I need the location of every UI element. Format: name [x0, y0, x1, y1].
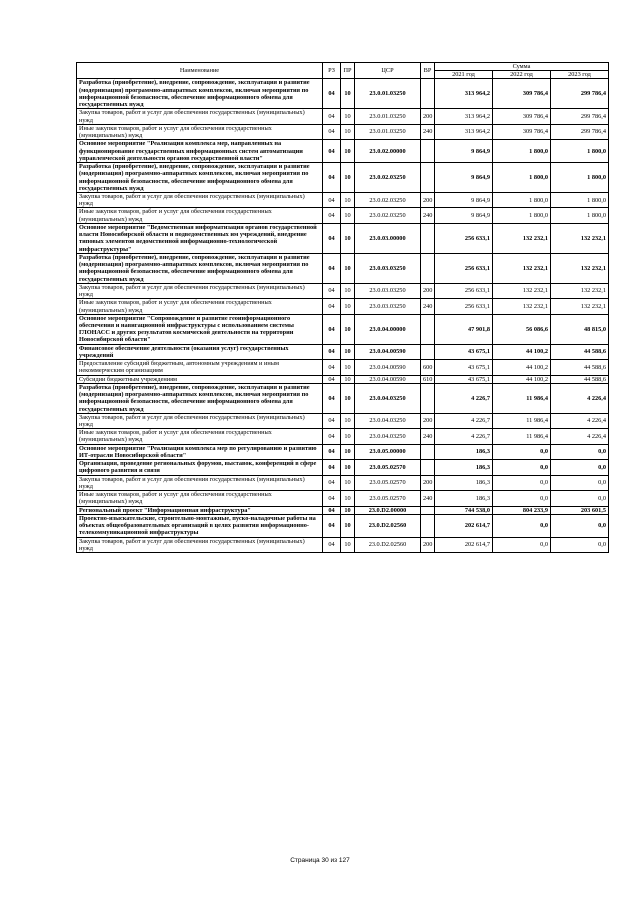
cell-rz: 04 [323, 79, 341, 109]
cell-pr: 10 [341, 506, 355, 514]
cell-sum-2023: 1 800,0 [551, 140, 609, 163]
cell-rz: 04 [323, 475, 341, 490]
cell-sum-2023: 299 786,4 [551, 109, 609, 124]
table-row [77, 314, 609, 344]
cell-csr: 23.0.02.03250 [355, 163, 421, 193]
cell-sum-2022: 0,0 [493, 514, 551, 537]
cell-sum-2022: 0,0 [493, 491, 551, 506]
cell-pr: 10 [341, 79, 355, 109]
cell-sum-2022: 132 232,1 [493, 283, 551, 298]
budget-table [76, 62, 609, 553]
cell-vr [421, 253, 435, 283]
cell-sum-2023: 132 232,1 [551, 253, 609, 283]
table-row [77, 253, 609, 283]
cell-rz: 04 [323, 514, 341, 537]
cell-sum-2023: 299 786,4 [551, 124, 609, 139]
cell-sum-2023: 0,0 [551, 444, 609, 459]
cell-csr: 23.0.01.03250 [355, 79, 421, 109]
cell-pr: 10 [341, 514, 355, 537]
cell-name: Основное мероприятие "Сопровождение и развитие геоинформационного обеспечения и навигационной инфраструктуры с использованием системы ГЛОНАСС и других результатов космической деятельности на территории Новосибирской области" [77, 314, 323, 344]
cell-sum-2022: 1 800,0 [493, 163, 551, 193]
cell-rz: 04 [323, 375, 341, 383]
cell-rz: 04 [323, 460, 341, 475]
cell-rz: 04 [323, 283, 341, 298]
cell-sum-2022: 1 800,0 [493, 192, 551, 207]
cell-sum-2021: 313 964,2 [435, 109, 493, 124]
table-row [77, 444, 609, 459]
cell-vr [421, 514, 435, 537]
cell-rz: 04 [323, 429, 341, 444]
cell-sum-2021: 202 614,7 [435, 514, 493, 537]
cell-csr: 23.0.D2.02560 [355, 514, 421, 537]
cell-sum-2022: 0,0 [493, 537, 551, 552]
cell-name: Проектно-изыскательские, строительно-монтажные, пуско-наладочные работы на объектах общеобразовательных организаций в целях развития информационно-телекоммуникационной инфраструктуры [77, 514, 323, 537]
col-header-year-2021: 2021 год [435, 71, 493, 79]
cell-sum-2022: 44 100,2 [493, 375, 551, 383]
cell-pr: 10 [341, 413, 355, 428]
cell-vr: 200 [421, 109, 435, 124]
cell-vr [421, 314, 435, 344]
cell-sum-2022: 132 232,1 [493, 299, 551, 314]
cell-name: Иные закупки товаров, работ и услуг для обеспечения государственных (муниципальных) нужд [77, 491, 323, 506]
cell-sum-2022: 804 233,9 [493, 506, 551, 514]
table-row [77, 537, 609, 552]
cell-rz: 04 [323, 537, 341, 552]
cell-sum-2022: 0,0 [493, 475, 551, 490]
table-row [77, 140, 609, 163]
cell-vr: 600 [421, 360, 435, 375]
table-row [77, 344, 609, 359]
cell-pr: 10 [341, 375, 355, 383]
table-row [77, 413, 609, 428]
cell-csr: 23.0.05.02570 [355, 475, 421, 490]
table-row [77, 299, 609, 314]
cell-csr: 23.0.04.03250 [355, 413, 421, 428]
cell-sum-2023: 1 800,0 [551, 208, 609, 223]
cell-rz: 04 [323, 383, 341, 413]
table-body [77, 79, 609, 553]
cell-pr: 10 [341, 208, 355, 223]
cell-sum-2021: 4 226,7 [435, 413, 493, 428]
cell-sum-2021: 744 538,0 [435, 506, 493, 514]
cell-pr: 10 [341, 223, 355, 253]
cell-vr [421, 163, 435, 193]
cell-csr: 23.0.04.00590 [355, 360, 421, 375]
cell-sum-2022: 1 800,0 [493, 140, 551, 163]
cell-sum-2021: 4 226,7 [435, 429, 493, 444]
cell-csr: 23.0.01.03250 [355, 124, 421, 139]
cell-sum-2022: 132 232,1 [493, 223, 551, 253]
cell-vr: 200 [421, 475, 435, 490]
cell-csr: 23.0.02.00000 [355, 140, 421, 163]
cell-pr: 10 [341, 124, 355, 139]
table-row [77, 475, 609, 490]
table-row [77, 163, 609, 193]
cell-rz: 04 [323, 208, 341, 223]
cell-sum-2022: 1 800,0 [493, 208, 551, 223]
cell-vr [421, 444, 435, 459]
cell-pr: 10 [341, 383, 355, 413]
cell-csr: 23.0.03.00000 [355, 223, 421, 253]
cell-name: Закупка товаров, работ и услуг для обеспечения государственных (муниципальных) нужд [77, 413, 323, 428]
cell-sum-2023: 44 588,6 [551, 344, 609, 359]
cell-sum-2021: 43 675,1 [435, 344, 493, 359]
cell-pr: 10 [341, 109, 355, 124]
cell-pr: 10 [341, 429, 355, 444]
cell-sum-2021: 186,3 [435, 444, 493, 459]
cell-sum-2021: 186,3 [435, 475, 493, 490]
cell-pr: 10 [341, 253, 355, 283]
cell-csr: 23.0.04.03250 [355, 383, 421, 413]
cell-csr: 23.0.02.03250 [355, 208, 421, 223]
cell-rz: 04 [323, 491, 341, 506]
cell-sum-2021: 9 864,9 [435, 208, 493, 223]
cell-name: Основное мероприятие "Реализация комплекса мер, направленных на функционирование государственных информационных систем автоматизации управленческой деятельности органов государственной власти" [77, 140, 323, 163]
cell-sum-2023: 4 226,4 [551, 383, 609, 413]
cell-vr [421, 223, 435, 253]
cell-name: Разработка (приобретение), внедрение, сопровождение, эксплуатация и развитие (модернизация) программно-аппаратных комплексов, включая мероприятия по информационной безопасности, обеспечение информационного обмена для государственных нужд [77, 383, 323, 413]
cell-sum-2023: 0,0 [551, 514, 609, 537]
table-row [77, 283, 609, 298]
cell-name: Разработка (приобретение), внедрение, сопровождение, эксплуатация и развитие (модернизация) программно-аппаратных комплексов, включая мероприятия по информационной безопасности, обеспечение информационного обмена для государственных нужд [77, 79, 323, 109]
cell-sum-2021: 256 633,1 [435, 223, 493, 253]
cell-rz: 04 [323, 163, 341, 193]
cell-sum-2022: 44 100,2 [493, 360, 551, 375]
cell-sum-2022: 132 232,1 [493, 253, 551, 283]
cell-sum-2021: 202 614,7 [435, 537, 493, 552]
table-row [77, 506, 609, 514]
cell-sum-2023: 1 800,0 [551, 192, 609, 207]
col-header-vr: ВР [421, 63, 435, 79]
cell-pr: 10 [341, 344, 355, 359]
cell-pr: 10 [341, 444, 355, 459]
cell-sum-2023: 132 232,1 [551, 299, 609, 314]
cell-sum-2023: 132 232,1 [551, 283, 609, 298]
cell-vr [421, 506, 435, 514]
table-row [77, 383, 609, 413]
cell-rz: 04 [323, 109, 341, 124]
cell-sum-2023: 0,0 [551, 491, 609, 506]
table-row [77, 79, 609, 109]
cell-vr [421, 460, 435, 475]
cell-csr: 23.0.04.00590 [355, 375, 421, 383]
cell-vr: 200 [421, 537, 435, 552]
cell-vr: 200 [421, 413, 435, 428]
cell-name: Разработка (приобретение), внедрение, сопровождение, эксплуатация и развитие (модернизация) программно-аппаратных комплексов, включая мероприятия по информационной безопасности, обеспечение информационного обмена для государственных нужд [77, 163, 323, 193]
cell-sum-2022: 309 786,4 [493, 124, 551, 139]
cell-sum-2021: 43 675,1 [435, 360, 493, 375]
cell-vr: 200 [421, 283, 435, 298]
col-header-year-2022: 2022 год [493, 71, 551, 79]
cell-rz: 04 [323, 253, 341, 283]
cell-sum-2023: 4 226,4 [551, 429, 609, 444]
cell-pr: 10 [341, 163, 355, 193]
cell-name: Иные закупки товаров, работ и услуг для обеспечения государственных (муниципальных) нужд [77, 124, 323, 139]
cell-name: Закупка товаров, работ и услуг для обеспечения государственных (муниципальных) нужд [77, 475, 323, 490]
cell-rz: 04 [323, 360, 341, 375]
cell-csr: 23.0.03.03250 [355, 283, 421, 298]
col-header-rz: РЗ [323, 63, 341, 79]
table-row [77, 192, 609, 207]
cell-pr: 10 [341, 491, 355, 506]
table-row [77, 429, 609, 444]
cell-csr: 23.0.04.00000 [355, 314, 421, 344]
cell-sum-2021: 256 633,1 [435, 299, 493, 314]
table-row [77, 460, 609, 475]
cell-sum-2022: 44 100,2 [493, 344, 551, 359]
cell-vr: 240 [421, 124, 435, 139]
page-number: Страница 30 из 127 [290, 857, 350, 864]
cell-name: Закупка товаров, работ и услуг для обеспечения государственных (муниципальных) нужд [77, 283, 323, 298]
cell-rz: 04 [323, 299, 341, 314]
col-header-sums: Сумма [435, 63, 609, 71]
table-row [77, 360, 609, 375]
table-row [77, 491, 609, 506]
cell-sum-2022: 56 086,6 [493, 314, 551, 344]
table-row [77, 223, 609, 253]
cell-rz: 04 [323, 506, 341, 514]
col-header-year-2023: 2023 год [551, 71, 609, 79]
cell-csr: 23.0.D2.00000 [355, 506, 421, 514]
cell-sum-2021: 186,3 [435, 491, 493, 506]
cell-sum-2023: 299 786,4 [551, 79, 609, 109]
cell-vr: 240 [421, 208, 435, 223]
cell-sum-2022: 0,0 [493, 444, 551, 459]
cell-sum-2023: 0,0 [551, 537, 609, 552]
cell-rz: 04 [323, 314, 341, 344]
cell-sum-2022: 11 986,4 [493, 413, 551, 428]
cell-pr: 10 [341, 460, 355, 475]
cell-pr: 10 [341, 475, 355, 490]
cell-pr: 10 [341, 360, 355, 375]
cell-sum-2021: 313 964,2 [435, 79, 493, 109]
cell-csr: 23.0.D2.02560 [355, 537, 421, 552]
cell-sum-2023: 48 815,0 [551, 314, 609, 344]
cell-csr: 23.0.05.00000 [355, 444, 421, 459]
cell-name: Разработка (приобретение), внедрение, сопровождение, эксплуатация и развитие (модернизация) программно-аппаратных комплексов, включая мероприятия по информационной безопасности, обеспечение информационного обмена для государственных нужд [77, 253, 323, 283]
cell-sum-2021: 313 964,2 [435, 124, 493, 139]
cell-sum-2021: 4 226,7 [435, 383, 493, 413]
cell-name: Закупка товаров, работ и услуг для обеспечения государственных (муниципальных) нужд [77, 192, 323, 207]
cell-csr: 23.0.03.03250 [355, 299, 421, 314]
cell-name: Предоставление субсидий бюджетным, автономным учреждениям и иным некоммерческим организациям [77, 360, 323, 375]
cell-sum-2022: 0,0 [493, 460, 551, 475]
cell-name: Закупка товаров, работ и услуг для обеспечения государственных (муниципальных) нужд [77, 537, 323, 552]
cell-name: Основное мероприятие "Реализация комплекса мер по регулированию и развитию ИТ-отрасли Новосибирской области" [77, 444, 323, 459]
cell-vr [421, 383, 435, 413]
cell-sum-2023: 44 588,6 [551, 375, 609, 383]
cell-sum-2023: 132 232,1 [551, 223, 609, 253]
cell-name: Закупка товаров, работ и услуг для обеспечения государственных (муниципальных) нужд [77, 109, 323, 124]
cell-name: Региональный проект "Информационная инфраструктура" [77, 506, 323, 514]
cell-sum-2023: 203 601,5 [551, 506, 609, 514]
cell-csr: 23.0.01.03250 [355, 109, 421, 124]
cell-name: Основное мероприятие "Ведомственная информатизация органов государственной власти Новосибирской области и подведомственных им учреждений, внедрение типовых элементов ведомственной информационно-технологической инфраструктуры" [77, 223, 323, 253]
cell-sum-2022: 309 786,4 [493, 109, 551, 124]
cell-vr [421, 140, 435, 163]
cell-sum-2023: 4 226,4 [551, 413, 609, 428]
cell-sum-2022: 11 986,4 [493, 429, 551, 444]
cell-name: Иные закупки товаров, работ и услуг для обеспечения государственных (муниципальных) нужд [77, 299, 323, 314]
cell-vr: 200 [421, 192, 435, 207]
cell-sum-2021: 256 633,1 [435, 283, 493, 298]
cell-sum-2021: 43 675,1 [435, 375, 493, 383]
col-header-csr: ЦСР [355, 63, 421, 79]
table-row [77, 514, 609, 537]
table-row [77, 109, 609, 124]
cell-vr: 240 [421, 299, 435, 314]
cell-pr: 10 [341, 140, 355, 163]
cell-pr: 10 [341, 299, 355, 314]
cell-sum-2021: 256 633,1 [435, 253, 493, 283]
cell-sum-2021: 186,3 [435, 460, 493, 475]
cell-sum-2021: 47 901,8 [435, 314, 493, 344]
cell-sum-2021: 9 864,9 [435, 140, 493, 163]
cell-csr: 23.0.04.03250 [355, 429, 421, 444]
cell-rz: 04 [323, 223, 341, 253]
cell-sum-2021: 9 864,9 [435, 192, 493, 207]
cell-csr: 23.0.05.02570 [355, 491, 421, 506]
cell-pr: 10 [341, 192, 355, 207]
cell-name: Иные закупки товаров, работ и услуг для обеспечения государственных (муниципальных) нужд [77, 429, 323, 444]
cell-rz: 04 [323, 192, 341, 207]
cell-name: Организация, проведение региональных форумов, выставок, конференций в сфере цифрового развития и связи [77, 460, 323, 475]
cell-rz: 04 [323, 413, 341, 428]
cell-rz: 04 [323, 140, 341, 163]
col-header-name: Наименование [77, 63, 323, 79]
cell-name: Иные закупки товаров, работ и услуг для обеспечения государственных (муниципальных) нужд [77, 208, 323, 223]
cell-csr: 23.0.03.03250 [355, 253, 421, 283]
cell-rz: 04 [323, 344, 341, 359]
cell-csr: 23.0.02.03250 [355, 192, 421, 207]
table-row [77, 208, 609, 223]
cell-vr: 610 [421, 375, 435, 383]
cell-pr: 10 [341, 283, 355, 298]
cell-csr: 23.0.05.02570 [355, 460, 421, 475]
table-row [77, 375, 609, 383]
cell-name: Субсидии бюджетным учреждениям [77, 375, 323, 383]
cell-vr [421, 344, 435, 359]
cell-sum-2023: 1 800,0 [551, 163, 609, 193]
cell-sum-2023: 0,0 [551, 475, 609, 490]
cell-rz: 04 [323, 444, 341, 459]
cell-vr: 240 [421, 491, 435, 506]
cell-sum-2021: 9 864,9 [435, 163, 493, 193]
cell-sum-2022: 11 986,4 [493, 383, 551, 413]
table-row [77, 124, 609, 139]
cell-sum-2023: 44 588,6 [551, 360, 609, 375]
cell-name: Финансовое обеспечение деятельности (оказания услуг) государственных учреждений [77, 344, 323, 359]
cell-pr: 10 [341, 537, 355, 552]
cell-vr: 240 [421, 429, 435, 444]
cell-sum-2023: 0,0 [551, 460, 609, 475]
cell-pr: 10 [341, 314, 355, 344]
cell-vr [421, 79, 435, 109]
cell-csr: 23.0.04.00590 [355, 344, 421, 359]
cell-rz: 04 [323, 124, 341, 139]
col-header-pr: ПР [341, 63, 355, 79]
cell-sum-2022: 309 786,4 [493, 79, 551, 109]
